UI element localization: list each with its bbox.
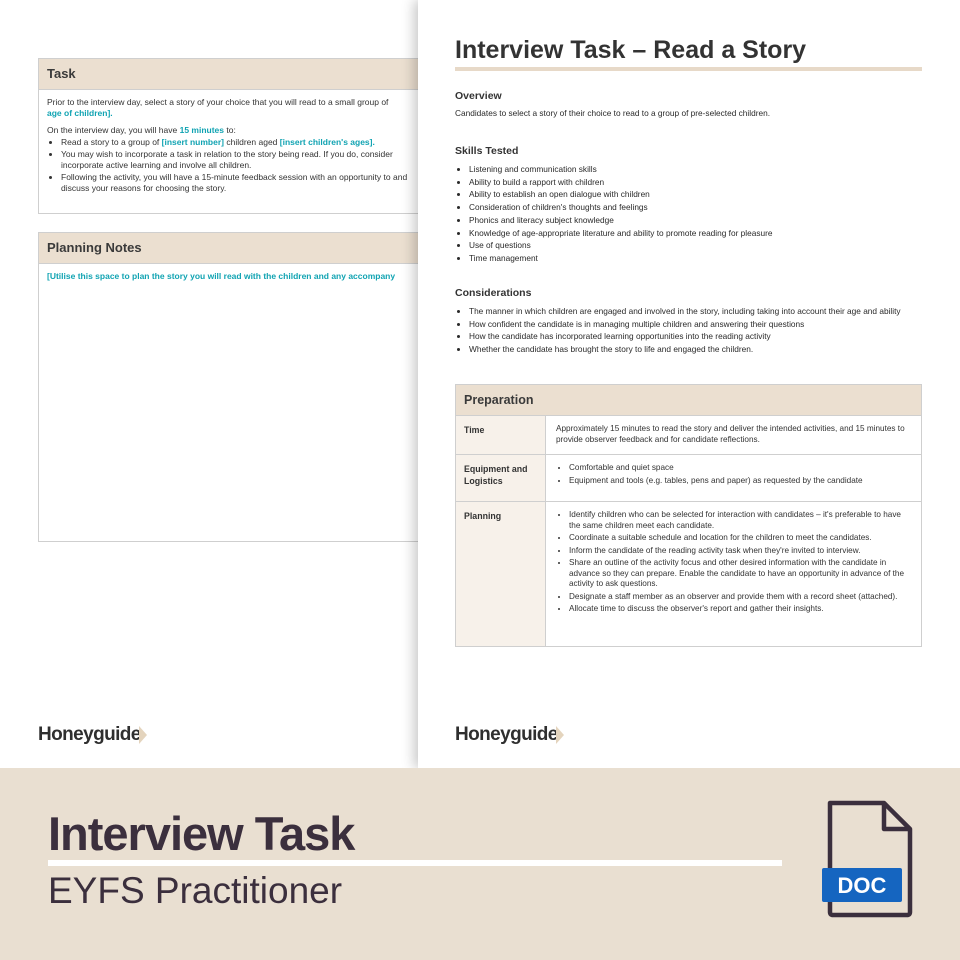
row-label-equipment: Equipment and Logistics [456, 455, 546, 501]
task-bullet: • Following the activity, you will have a 15-minute feedback session with an opportunity to and discuss your reasons for choosing the story. [61, 172, 431, 194]
doc-badge-label: DOC [837, 873, 887, 898]
row-value-planning [546, 502, 921, 646]
skills-list [455, 163, 925, 265]
list-item: • Inform the candidate of the reading activity task when they're invited to interview. [569, 546, 911, 557]
task-heading: Task [39, 59, 439, 90]
table-row [456, 502, 921, 646]
table-row [456, 455, 921, 502]
bullet-placeholder-ages: [insert children's ages]. [279, 137, 375, 147]
list-item: • Time management [469, 252, 925, 265]
list-item: • Share an outline of the activity focus and other desired information with the candidate in advance so they can prepare. Enable the candidate to have an opportunity in advance of the activity to ask questions. [569, 558, 911, 590]
preparation-heading: Preparation [456, 385, 921, 416]
interview-day-pre: On the interview day, you will have [47, 125, 180, 135]
preparation-table [455, 384, 922, 647]
table-row [456, 416, 921, 455]
considerations-section [455, 287, 925, 355]
list-item: • The manner in which children are engaged and involved in the story, including taking into account their age and ability [469, 305, 925, 318]
row-label-planning: Planning [456, 502, 546, 646]
front-page [418, 0, 960, 768]
list-item: • Ability to build a rapport with children [469, 176, 925, 189]
honeyguide-logo [38, 724, 147, 746]
planning-notes-placeholder: [Utilise this space to plan the story you will read with the children and any accompany [47, 271, 396, 281]
interview-day-minutes: 15 minutes [179, 125, 225, 135]
interview-day-line [47, 125, 431, 136]
banner-title: Interview Task [48, 807, 355, 860]
list-item: • Equipment and tools (e.g. tables, pens and paper) as requested by the candidate [569, 476, 911, 487]
logo-chevron-icon [556, 726, 564, 744]
task-intro-placeholder: age of children]. [47, 108, 113, 118]
overview-section [455, 90, 925, 119]
overview-heading: Overview [455, 90, 502, 102]
bullet-text: children aged [224, 137, 280, 147]
planning-notes-heading: Planning Notes [39, 233, 439, 264]
row-value-equipment [546, 455, 921, 501]
bullet-text: Read a story to a group of [61, 137, 162, 147]
banner-divider [48, 860, 782, 866]
list-item: • Comfortable and quiet space [569, 463, 911, 474]
list-item: • How the candidate has incorporated learning opportunities into the reading activity [469, 330, 925, 343]
list-item: • Designate a staff member as an observer and provide them with a record sheet (attached). [569, 592, 911, 603]
logo-text: Honeyguide [38, 724, 141, 745]
list-item: • Coordinate a suitable schedule and location for the children to meet the candidates. [569, 533, 911, 544]
list-item: • Allocate time to discuss the observer's report and gather their insights. [569, 604, 911, 615]
list-item: • How confident the candidate is in managing multiple children and answering their questions [469, 318, 925, 331]
considerations-list [455, 305, 925, 355]
overview-text: Candidates to select a story of their choice to read to a group of pre-selected children. [455, 108, 770, 118]
list-item: • Listening and communication skills [469, 163, 925, 176]
planning-notes-body [39, 264, 439, 289]
task-bullet [61, 137, 431, 148]
task-intro-text: Prior to the interview day, select a story of your choice that you will read to a small group of [47, 97, 389, 107]
row-value-time: Approximately 15 minutes to read the story and deliver the intended activities, and 15 minutes to provide observer feedback and for candidate reflections. [556, 424, 905, 444]
back-page [0, 0, 440, 768]
list-item: • Phonics and literacy subject knowledge [469, 214, 925, 227]
logo-text: Honeyguide [455, 724, 558, 745]
banner-subtitle: EYFS Practitioner [48, 870, 343, 911]
list-item: • Ability to establish an open dialogue with children [469, 188, 925, 201]
planning-notes-box [38, 232, 440, 542]
honeyguide-logo [455, 724, 564, 746]
interview-day-post: to: [224, 125, 236, 135]
task-intro [47, 97, 431, 119]
list-item: • Use of questions [469, 239, 925, 252]
bullet-placeholder-number: [insert number] [161, 137, 224, 147]
task-box [38, 58, 440, 214]
title-underline [455, 67, 922, 71]
document-title: Interview Task – Read a Story [455, 36, 807, 64]
task-bullets [47, 137, 431, 194]
list-item: • Whether the candidate has brought the story to life and engaged the children. [469, 343, 925, 356]
document-icon [822, 800, 914, 918]
considerations-heading: Considerations [455, 287, 532, 299]
skills-section [455, 145, 925, 265]
row-label-time: Time [456, 416, 546, 454]
skills-heading: Skills Tested [455, 145, 519, 157]
task-bullet: • You may wish to incorporate a task in relation to the story being read. If you do, consider incorporate active learning and involve all children. [61, 149, 431, 171]
list-item: • Identify children who can be selected for interaction with candidates – it's preferable to have the same children meet each candidate. [569, 510, 911, 531]
task-body [39, 90, 439, 202]
list-item: • Knowledge of age-appropriate literature and ability to promote reading for pleasure [469, 227, 925, 240]
list-item: • Consideration of children's thoughts and feelings [469, 201, 925, 214]
logo-chevron-icon [139, 726, 147, 744]
